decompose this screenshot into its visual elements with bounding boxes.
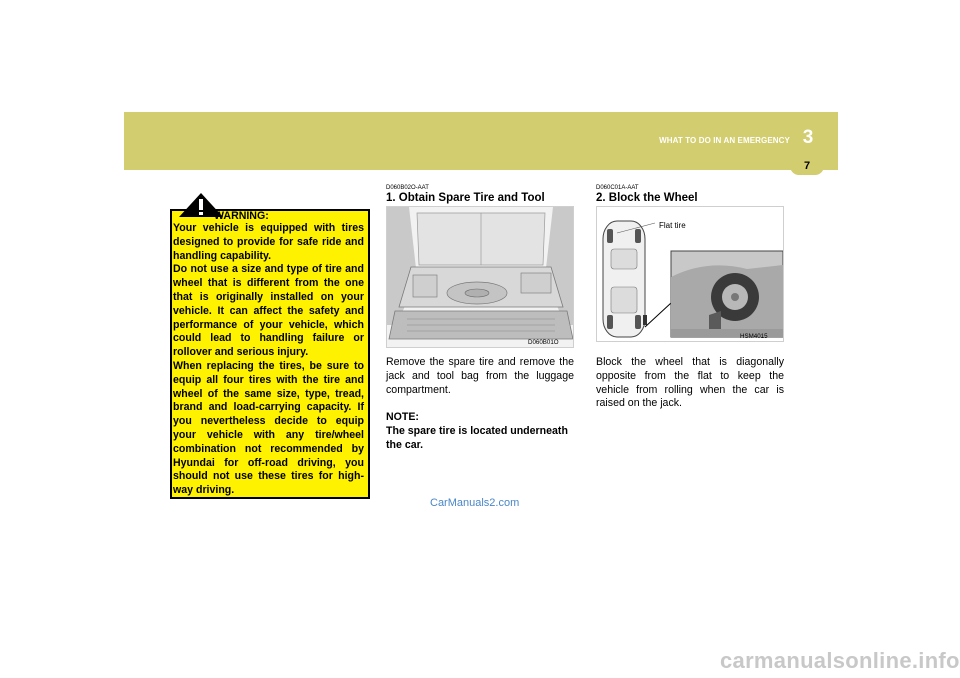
carmanualsonline-watermark: carmanualsonline.info [720, 648, 960, 673]
flat-tire-label: Flat tire [659, 221, 686, 230]
block-wheel-diagram [596, 206, 784, 342]
warning-text: Your vehicle is equipped with tires designed to provide for safe ride and handling capability. Do not use a size and type of tire and wheel that is different from the one that is originally installed on your vehicle. It can affect the safety and performance of your vehicle, which could lead to handling failure or rollover and serious injury. When replacing the tires, be sure to equip all four tires with the tire and wheel of the same size, type, tread, brand and load-carrying capacity. If you nevertheless decide to equip your vehicle with any tire/wheel combination not recommended by Hyundai for off-road driving, you should not use these tires for high-way driving. [173, 222, 364, 497]
chapter-number: 3 [802, 127, 814, 148]
section1-code: D060B02O-AAT [386, 185, 429, 191]
warning-title: WARNING: [214, 210, 269, 222]
section1-title: 1. Obtain Spare Tire and Tool [386, 192, 545, 204]
section1-note-text: The spare tire is located underneath the car. [386, 425, 568, 451]
section2-figure-code: HSM4015 [740, 333, 768, 340]
section1-note-label: NOTE: [386, 411, 419, 423]
chapter-title: WHAT TO DO IN AN EMERGENCY [659, 136, 790, 145]
section2-title: 2. Block the Wheel [596, 192, 698, 204]
luggage-compartment-photo [386, 206, 574, 348]
page-number: 7 [790, 157, 824, 175]
section2-body: Block the wheel that is diagonally opposite from the flat to keep the vehicle from rolling when the car is raised on the jack. [596, 356, 784, 410]
section1-body: Remove the spare tire and remove the jack and tool bag from the luggage compartment. [386, 356, 574, 396]
section2-code: D060C01A-AAT [596, 185, 639, 191]
section1-figure-code: D060B01O [528, 339, 559, 346]
carmanuals2-watermark: CarManuals2.com [430, 497, 520, 509]
